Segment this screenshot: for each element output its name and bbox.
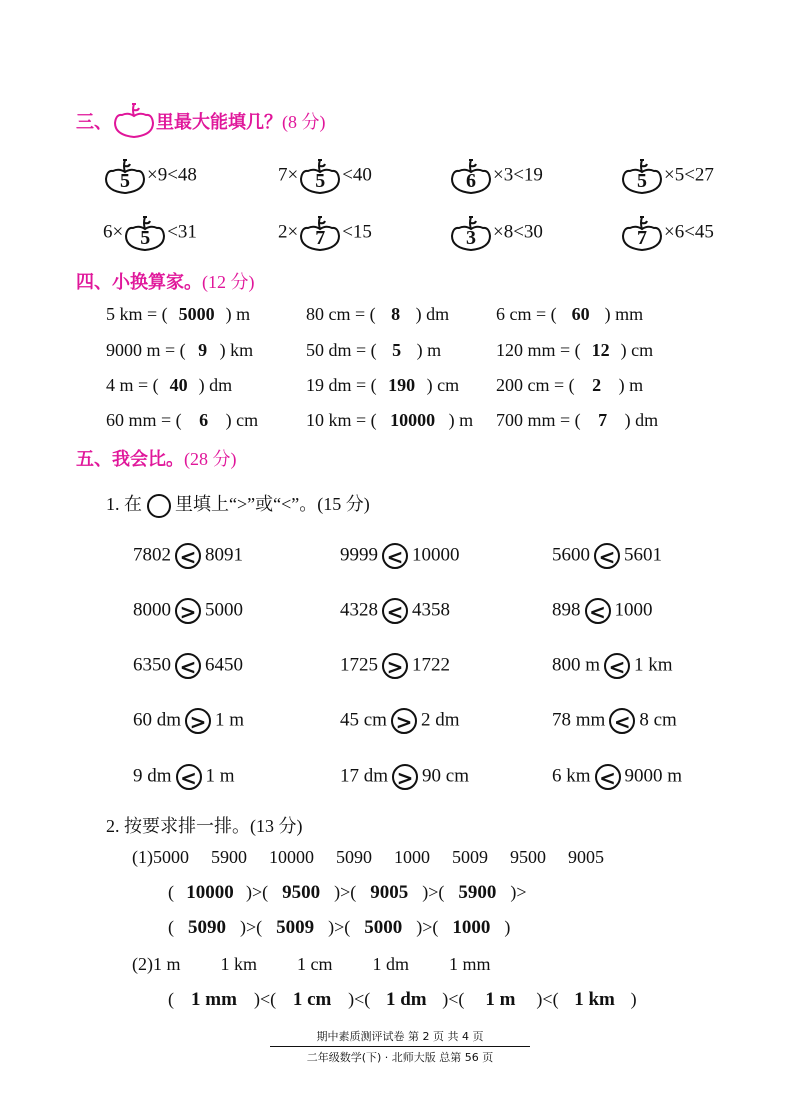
compare-item: 800 m < 1 km — [552, 654, 673, 679]
apple-problem: 5 ×5<27 — [620, 156, 714, 196]
compare-sign: < — [594, 543, 620, 569]
section3-heading — [76, 100, 326, 140]
section3-prefix: 三、 — [76, 112, 112, 133]
apple-answer-icon: 3 — [449, 213, 493, 253]
compare-sign: > — [185, 708, 211, 734]
compare-sign: < — [382, 543, 408, 569]
conversion-item: 50 dm = ( 5 ) m — [306, 340, 442, 360]
section4-title: 四、小换算家。 — [76, 272, 202, 293]
order-2-items: (2)1 m 1 km 1 cm 1 dm 1 mm — [132, 954, 491, 974]
apple-answer-icon: 7 — [298, 213, 342, 253]
empty-circle-icon — [147, 494, 171, 518]
section4-heading — [76, 268, 255, 294]
compare-sign: > — [175, 598, 201, 624]
apple-problem: 2× 7 <15 — [278, 213, 372, 253]
compare-item: 4328 < 4358 — [340, 599, 450, 624]
footer — [270, 1028, 530, 1065]
apple-answer-icon: 6 — [449, 156, 493, 196]
section5-points: (28 分) — [184, 449, 237, 469]
compare-sign: < — [585, 598, 611, 624]
conversion-item: 10 km = ( 10000 ) m — [306, 410, 474, 430]
compare-sign: > — [392, 764, 418, 790]
conversion-item: 9000 m = ( 9 ) km — [106, 340, 254, 360]
compare-sign: < — [604, 653, 630, 679]
conversion-item: 80 cm = ( 8 ) dm — [306, 304, 450, 324]
order-2-answers: ( 1 mm )<( 1 cm )<( 1 dm )<( 1 m )<( 1 km ) — [168, 989, 637, 1010]
conversion-item: 4 m = ( 40 ) dm — [106, 375, 233, 395]
apple-answer-icon: 5 — [103, 156, 147, 196]
compare-item: 78 mm < 8 cm — [552, 709, 677, 734]
section3-points: (8 分) — [282, 112, 326, 132]
compare-item: 9 dm < 1 m — [133, 765, 235, 790]
section4-points: (12 分) — [202, 272, 255, 292]
order-1-answers-line2: ( 5090 )>( 5009 )>( 5000 )>( 1000 ) — [168, 917, 511, 938]
apple-answer-icon: 5 — [620, 156, 664, 196]
apple-answer-icon: 5 — [123, 213, 167, 253]
section5-title: 五、我会比。 — [76, 449, 184, 470]
section5-heading — [76, 445, 237, 471]
order-1-items: (1)5000 5900 10000 5090 1000 5009 9500 9005 — [132, 847, 604, 867]
compare-sign: > — [382, 653, 408, 679]
conversion-item: 120 mm = ( 12 ) cm — [496, 340, 654, 360]
compare-item: 60 dm > 1 m — [133, 709, 245, 734]
apple-problem: 7× 5 <40 — [278, 156, 372, 196]
order-1-answers-line1: ( 10000 )>( 9500 )>( 9005 )>( 5900 )> — [168, 882, 527, 903]
apple-problem: 5 ×9<48 — [103, 156, 197, 196]
compare-sign: < — [595, 764, 621, 790]
compare-sign: < — [609, 708, 635, 734]
apple-problem: 3 ×8<30 — [449, 213, 543, 253]
question-2-prompt: 2. 按要求排一排。(13 分) — [106, 816, 303, 836]
compare-item: 8000 > 5000 — [133, 599, 243, 624]
apple-problem: 7 ×6<45 — [620, 213, 714, 253]
footer-line2: 二年级数学(下) · 北师大版 总第 56 页 — [306, 1051, 494, 1064]
compare-item: 17 dm > 90 cm — [340, 765, 469, 790]
compare-item: 45 cm > 2 dm — [340, 709, 460, 734]
apple-icon — [112, 100, 156, 140]
compare-sign: < — [175, 653, 201, 679]
apple-problem: 6 ×3<19 — [449, 156, 543, 196]
apple-answer-icon: 7 — [620, 213, 664, 253]
compare-sign: < — [175, 543, 201, 569]
compare-item: 898 < 1000 — [552, 599, 653, 624]
compare-sign: > — [391, 708, 417, 734]
conversion-item: 5 km = ( 5000 ) m — [106, 304, 251, 324]
compare-item: 6350 < 6450 — [133, 654, 243, 679]
compare-item: 1725 > 1722 — [340, 654, 450, 679]
compare-sign: < — [176, 764, 202, 790]
conversion-item: 60 mm = ( 6 ) cm — [106, 410, 259, 430]
section3-title: 里最大能填几？ — [156, 112, 282, 133]
conversion-item: 6 cm = ( 60 ) mm — [496, 304, 644, 324]
apple-answer-icon: 5 — [298, 156, 342, 196]
footer-line1: 期中素质测评试卷 第 2 页 共 4 页 — [316, 1030, 484, 1043]
compare-item: 5600 < 5601 — [552, 544, 662, 569]
apple-problem: 6× 5 <31 — [103, 213, 197, 253]
conversion-item: 200 cm = ( 2 ) m — [496, 375, 644, 395]
compare-item: 9999 < 10000 — [340, 544, 460, 569]
compare-item: 6 km < 9000 m — [552, 765, 683, 790]
compare-sign: < — [382, 598, 408, 624]
question-1-prompt: 1. 在 里填上“>”或“<”。(15 分) — [106, 490, 370, 518]
compare-item: 7802 < 8091 — [133, 544, 243, 569]
conversion-item: 19 dm = ( 190 ) cm — [306, 375, 460, 395]
conversion-item: 700 mm = ( 7 ) dm — [496, 410, 659, 430]
